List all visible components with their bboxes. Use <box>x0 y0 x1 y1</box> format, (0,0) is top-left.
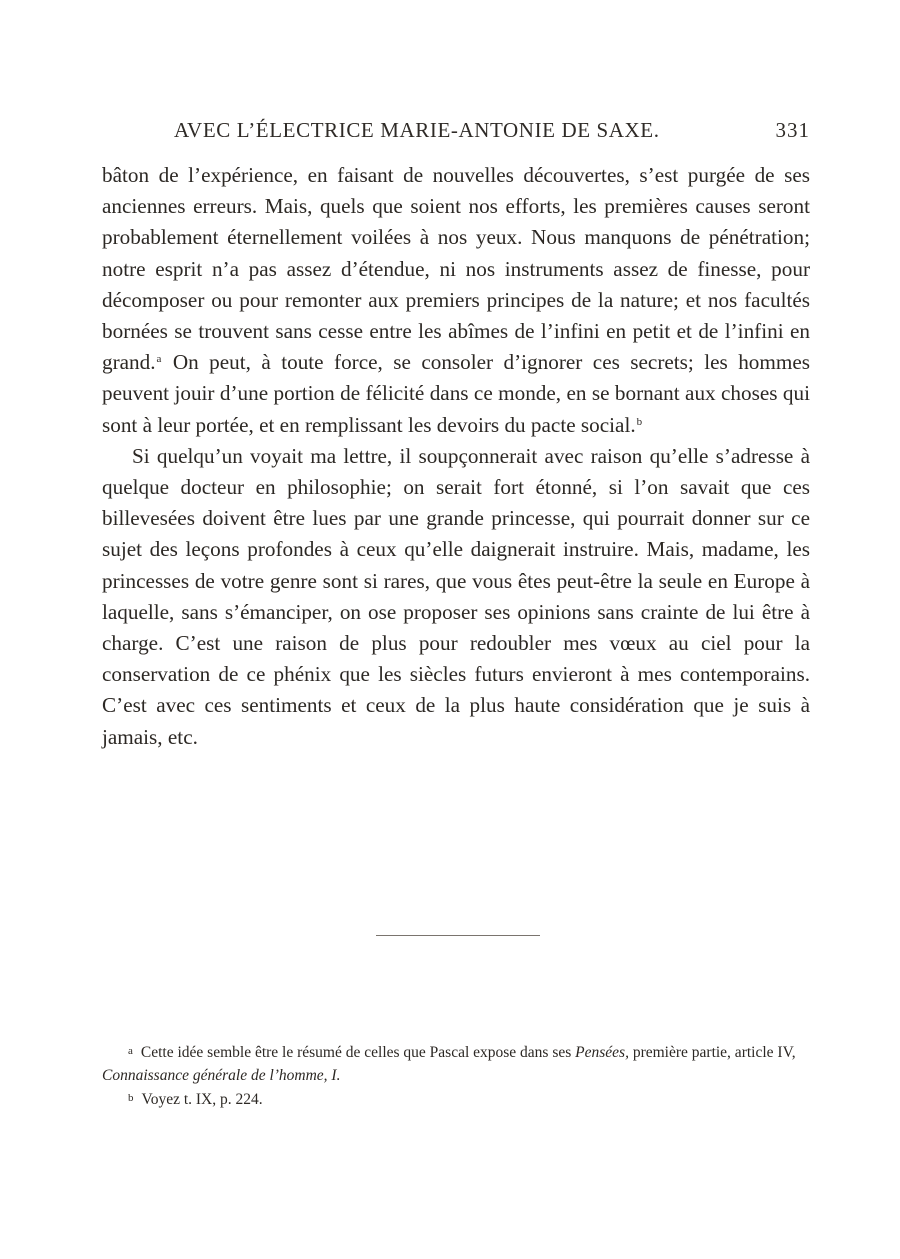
footnote-a-italic-1: Pensées, <box>575 1044 629 1061</box>
running-title: AVEC L’ÉLECTRICE MARIE-ANTONIE DE SAXE. <box>174 118 660 142</box>
footnote-separator <box>376 935 540 936</box>
paragraph-2: Si quelqu’un voyait ma lettre, il soupçonnerait avec raison qu’elle s’adresse à quelque docteur en philosophie; on serait fort étonné, si l’on savait que ces billevesées doivent être lues par une grande princesse, qui pourrait donner sur ce sujet des leçons profondes à ceux qu’elle daignerait instruire. Mais, madame, les princesses de votre genre sont si rares, que vous êtes peut-être la seule en Europe à laquelle, sans s’émanciper, on ose proposer ses opinions sans crainte de lui être à charge. C’est une raison de plus pour redoubler mes vœux au ciel pour la conservation de ce phénix que les siècles futurs envieront à mes contemporains. C’est avec ces sentiments et ceux de la plus haute considération que je suis à jamais, etc. <box>102 443 810 749</box>
page-number: 331 <box>775 118 810 142</box>
footnote-b-marker: b <box>128 1092 134 1104</box>
body-text <box>102 160 810 753</box>
running-head <box>102 118 810 146</box>
footnote-a-text-2: première partie, article IV, <box>628 1044 796 1061</box>
footnote-a <box>102 1040 810 1087</box>
footnote-b <box>102 1087 810 1111</box>
footnote-b-text: Voyez t. IX, p. 224. <box>141 1091 263 1108</box>
footnote-ref-b: b <box>636 415 643 428</box>
footnote-a-italic-2: Connaissance générale de l’homme, I. <box>102 1067 341 1084</box>
paragraph-1-text-b: On peut, à toute force, se consoler d’ignorer ces secrets; les hommes peuvent jouir d’une portion de félicité dans ce monde, en se bornant aux choses qui sont à leur portée, et en remplissant les devoirs du pacte social. <box>102 350 810 437</box>
paragraph-1 <box>102 160 810 441</box>
footnote-a-marker: a <box>128 1045 133 1057</box>
footnote-ref-a: a <box>156 353 162 366</box>
paragraph-1-text-a: bâton de l’expérience, en faisant de nouvelles découvertes, s’est purgée de ses anciennes erreurs. Mais, quels que soient nos efforts, les premières causes seront probablement éternellement voilées à nos yeux. Nous manquons de pénétration; notre esprit n’a pas assez d’étendue, ni nos instruments assez de finesse, pour décomposer ou pour remonter aux premiers principes de la nature; et nos facultés bornées se trouvent sans cesse entre les abîmes de l’infini en petit et de l’infini en grand. <box>102 163 810 375</box>
footnotes <box>102 1040 810 1111</box>
footnote-a-text-1: Cette idée semble être le résumé de celles que Pascal expose dans ses <box>140 1044 576 1061</box>
